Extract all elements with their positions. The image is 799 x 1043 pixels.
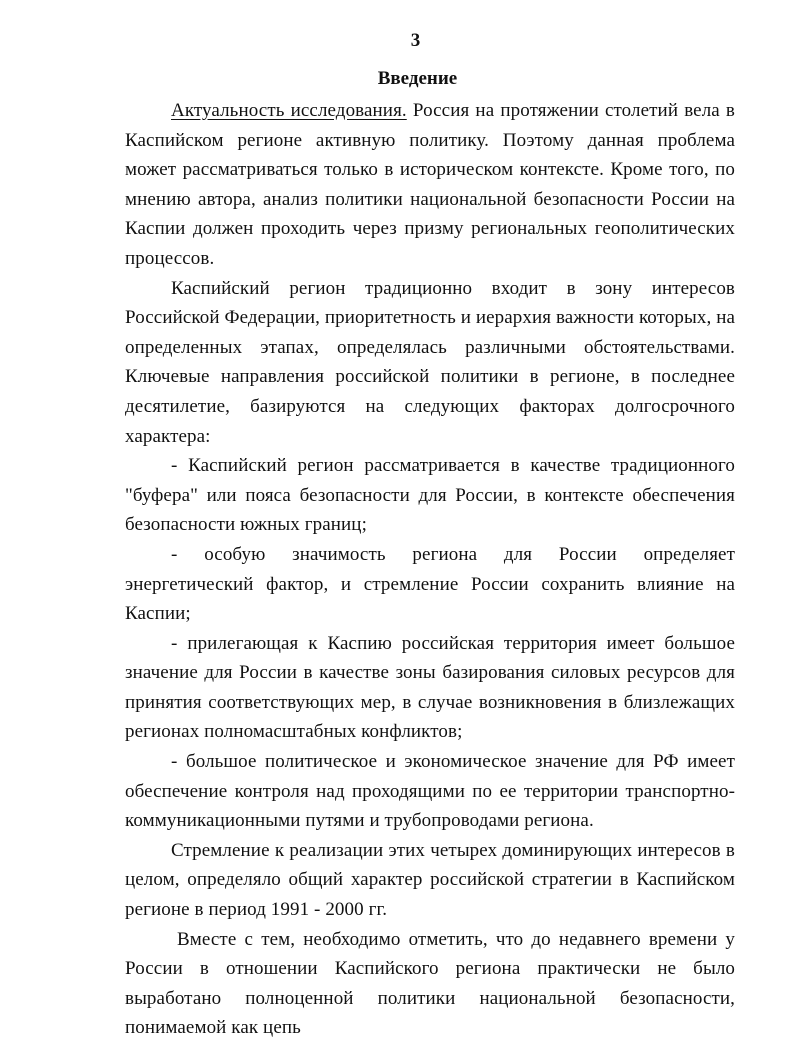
- paragraph-security-policy: Вместе с тем, необходимо отметить, что до недавнего времени у России в отношении Каспийского региона практически не было выработано полноценной политики национальной безопасности, понимаемой как цепь: [125, 928, 735, 1039]
- list-item-transport: - большое политическое и экономическое значение для РФ имеет обеспечение контроля над проходящими по ее территории транспортно-коммуникационными путями и трубопроводами региона.: [125, 751, 735, 832]
- page-number: 3: [410, 30, 421, 51]
- body-text: [125, 96, 735, 1043]
- page-title: Введение: [377, 68, 458, 89]
- paragraph-strategy: Стремление к реализации этих четырех доминирующих интересов в целом, определяло общий характер российской стратегии в Каспийском регионе в период 1991 - 2000 гг.: [125, 839, 735, 921]
- paragraph-relevance: [125, 96, 735, 274]
- paragraph-text: Россия на протяжении столетий вела в Каспийском регионе активную политику. Поэтому данная проблема может рассматриваться только в историческом контексте. Кроме того, по мнению автора, анализ политики национальной безопасности России на Каспии должен проходить через призму региональных геополитических процессов.: [125, 100, 735, 269]
- list-item-energy: - особую значимость региона для России определяет энергетический фактор, и стремление России сохранить влияние на Каспии;: [125, 543, 735, 625]
- paragraph-lead: Актуальность исследования.: [171, 100, 407, 121]
- list-item-buffer: - Каспийский регион рассматривается в качестве традиционного "буфера" или пояса безопасности для России, в контексте обеспечения безопасности южных границ;: [125, 455, 735, 536]
- paragraph-region: Каспийский регион традиционно входит в зону интересов Российской Федерации, приоритетность и иерархия важности которых, на определенных этапах, определялась различными обстоятельствами. Ключевые направления российской политики в регионе, в последнее десятилетие, базируются на следующих факторах долгосрочного характера:: [125, 277, 735, 447]
- list-item-territory: - прилегающая к Каспию российская территория имеет большое значение для России в качестве зоны базирования силовых ресурсов для принятия соответствующих мер, в случае возникновения в близлежащих регионах полномасштабных конфликтов;: [125, 632, 735, 743]
